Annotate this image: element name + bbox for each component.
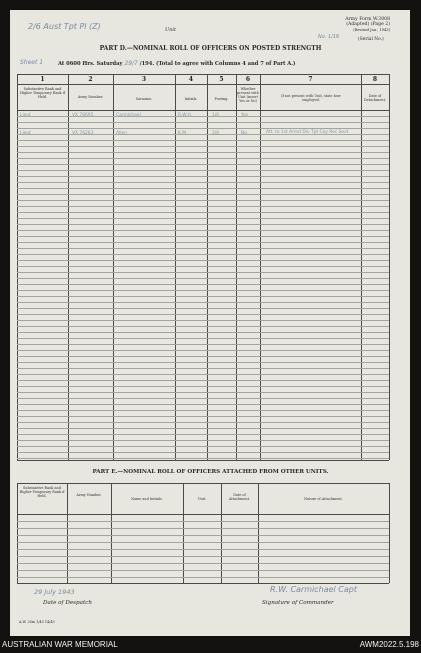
row-rule <box>17 212 389 213</box>
row-rule <box>17 392 389 393</box>
e-col-header-unit: Unit. <box>197 497 207 501</box>
row-rule <box>17 549 389 550</box>
row-rule <box>17 146 389 147</box>
row-rule <box>17 556 389 557</box>
row-2-initials: K.M. <box>178 131 188 136</box>
col-border-6 <box>260 74 261 460</box>
part-e-top-rule <box>17 483 389 484</box>
row-rule <box>17 200 389 201</box>
despatch-handwritten: 29 July 1943 <box>34 588 75 596</box>
row-rule <box>17 434 389 435</box>
row-rule <box>17 290 389 291</box>
col-header-employed: If not present with Unit, state how employed. <box>281 94 341 102</box>
e-col-border-0 <box>17 483 18 583</box>
col-border-8 <box>389 74 390 460</box>
e-col-header-rank: Substantive Rank and Higher Temporary Rank if Held. <box>19 486 65 498</box>
unit-handwritten: 2/6 Aust Tpt Pl (Z) <box>28 22 101 31</box>
column-number-rule <box>17 84 389 85</box>
row-1-posting: 1/6 <box>212 113 220 118</box>
col-header-rank: Substantive Rank and Higher Temporary Rank if Held. <box>19 87 66 99</box>
col-border-2 <box>113 74 114 460</box>
row-rule <box>17 230 389 231</box>
row-rule <box>17 218 389 219</box>
form-ref-line3: (Revised Jan., 1943) <box>353 27 390 32</box>
part-d-title: PART D.—NOMINAL ROLL OF OFFICERS ON POSTED STRENGTH <box>99 45 322 52</box>
e-col-border-3 <box>183 483 184 583</box>
e-col-border-4 <box>221 483 222 583</box>
row-2-army-number: VX 76263 <box>72 131 94 136</box>
row-rule <box>17 350 389 351</box>
row-2-present: No <box>241 131 247 136</box>
row-1-rank: Lieut <box>20 113 31 118</box>
despatch-label: Date of Despatch <box>43 600 92 606</box>
row-rule <box>17 236 389 237</box>
row-1-surname: Carmichael <box>116 113 141 118</box>
row-1-army-number: VX 76695 <box>72 113 94 118</box>
col-number-4: 4 <box>188 76 194 83</box>
row-rule <box>17 398 389 399</box>
row-rule <box>17 320 389 321</box>
e-col-header-date: Date of Attachment. <box>228 493 251 501</box>
row-rule <box>17 164 389 165</box>
col-number-7: 7 <box>308 76 313 83</box>
col-border-1 <box>68 74 69 460</box>
col-border-3 <box>175 74 176 460</box>
col-number-2: 2 <box>88 76 93 83</box>
row-rule <box>17 416 389 417</box>
print-code: A.W. 25m 1/43 14/43 <box>19 620 55 624</box>
serial-handwritten: No. 1/16 <box>318 34 340 40</box>
row-rule <box>17 326 389 327</box>
form-ref-line2: (Adapted) (Page 2) <box>346 22 390 28</box>
row-2-surname: Allen <box>116 131 127 136</box>
row-2-posting: 2/6 <box>212 131 220 136</box>
row-rule <box>17 446 389 447</box>
e-col-border-5 <box>258 483 259 583</box>
row-2-employed: Att. to 1st Armd Div Tpt Coy Rec Sect <box>266 130 349 135</box>
table-top-rule <box>17 74 389 75</box>
e-col-border-1 <box>67 483 68 583</box>
e-col-header-nature: Nature of Attachment. <box>304 497 343 501</box>
part-e-title: PART E.—NOMINAL ROLL OF OFFICERS ATTACHED FROM OTHER UNITS. <box>92 469 329 475</box>
form-ref-line1: Army Form W.3008 <box>345 17 390 22</box>
row-rule <box>17 182 389 183</box>
col-border-7 <box>361 74 362 460</box>
row-rule <box>17 176 389 177</box>
row-rule <box>17 452 389 453</box>
row-rule <box>17 122 389 123</box>
col-header-present: Whether present with Unit (insert Yes or No) <box>237 87 259 103</box>
row-rule <box>17 428 389 429</box>
row-rule <box>17 344 389 345</box>
col-number-3: 3 <box>141 76 147 83</box>
row-rule <box>17 380 389 381</box>
part-e-bottom-rule <box>17 583 389 584</box>
row-rule <box>17 188 389 189</box>
col-header-surname: Surname. <box>135 97 153 101</box>
row-rule <box>17 248 389 249</box>
form-reference <box>318 17 390 33</box>
row-rule <box>17 542 389 543</box>
col-number-6: 6 <box>245 76 251 83</box>
row-rule <box>17 152 389 153</box>
row-rule <box>17 158 389 159</box>
part-d-subtitle <box>58 60 296 67</box>
unit-label: Unit <box>165 27 177 33</box>
col-number-1: 1 <box>40 76 45 83</box>
row-rule <box>17 272 389 273</box>
row-rule <box>17 170 389 171</box>
row-rule <box>17 242 389 243</box>
row-rule <box>17 577 389 578</box>
row-rule <box>17 140 389 141</box>
col-number-8: 8 <box>372 76 378 83</box>
row-rule <box>17 422 389 423</box>
commander-label: Signature of Commander <box>262 600 334 606</box>
col-border-5 <box>236 74 237 460</box>
row-rule <box>17 260 389 261</box>
col-border-4 <box>207 74 208 460</box>
row-rule <box>17 332 389 333</box>
row-rule <box>17 535 389 536</box>
row-rule <box>17 440 389 441</box>
row-rule <box>17 362 389 363</box>
row-rule <box>17 528 389 529</box>
row-rule <box>17 570 389 571</box>
row-1-initials: R.W.H. <box>178 113 193 118</box>
row-2-rank: Lieut <box>20 131 31 136</box>
e-col-border-6 <box>389 483 390 583</box>
row-rule <box>17 338 389 339</box>
row-rule <box>17 458 389 459</box>
row-rule <box>17 314 389 315</box>
commander-signature: R.W. Carmichael Capt <box>270 585 357 594</box>
footer-left: AUSTRALIAN WAR MEMORIAL <box>2 640 118 649</box>
col-header-initials: Initials. <box>184 97 198 101</box>
e-col-header-army-number: Army Number. <box>76 493 102 497</box>
row-rule <box>17 410 389 411</box>
col-border-0 <box>17 74 18 460</box>
col-number-5: 5 <box>219 76 224 83</box>
footer-right: AWM2022.5.198 <box>359 640 419 649</box>
row-rule <box>17 356 389 357</box>
row-rule <box>17 296 389 297</box>
row-rule <box>17 266 389 267</box>
row-rule <box>17 308 389 309</box>
row-rule <box>17 404 389 405</box>
e-col-header-name: Name and Initials. <box>131 497 163 501</box>
row-rule <box>17 284 389 285</box>
row-1-present: Yes <box>241 113 249 118</box>
serial-label: (Serial No.) <box>358 37 384 42</box>
row-rule <box>17 374 389 375</box>
row-rule <box>17 521 389 522</box>
row-rule <box>17 278 389 279</box>
part-e-header-rule <box>17 514 389 515</box>
sheet-handwritten: Sheet 1 <box>20 59 44 66</box>
subtitle-prefix: At 0600 Hrs. Saturday <box>58 61 123 67</box>
row-rule <box>17 128 389 129</box>
row-rule <box>17 254 389 255</box>
row-rule <box>17 563 389 564</box>
col-header-posting: Posting. <box>214 97 229 101</box>
row-rule <box>17 206 389 207</box>
subtitle-suffix: . (Total to agree with Columns 4 and 7 of Part A.) <box>152 61 296 67</box>
col-header-date: Date of Detachment. <box>363 94 387 102</box>
row-rule <box>17 368 389 369</box>
date-handwritten: 29/7 <box>124 60 138 67</box>
row-rule <box>17 224 389 225</box>
row-rule <box>17 386 389 387</box>
e-col-border-2 <box>111 483 112 583</box>
header-bottom-rule <box>17 110 389 111</box>
table-bottom-rule <box>17 460 389 461</box>
row-rule <box>17 302 389 303</box>
col-header-army-number: Army Number. <box>77 95 104 99</box>
subtitle-year: /194 <box>139 61 153 67</box>
row-rule <box>17 194 389 195</box>
